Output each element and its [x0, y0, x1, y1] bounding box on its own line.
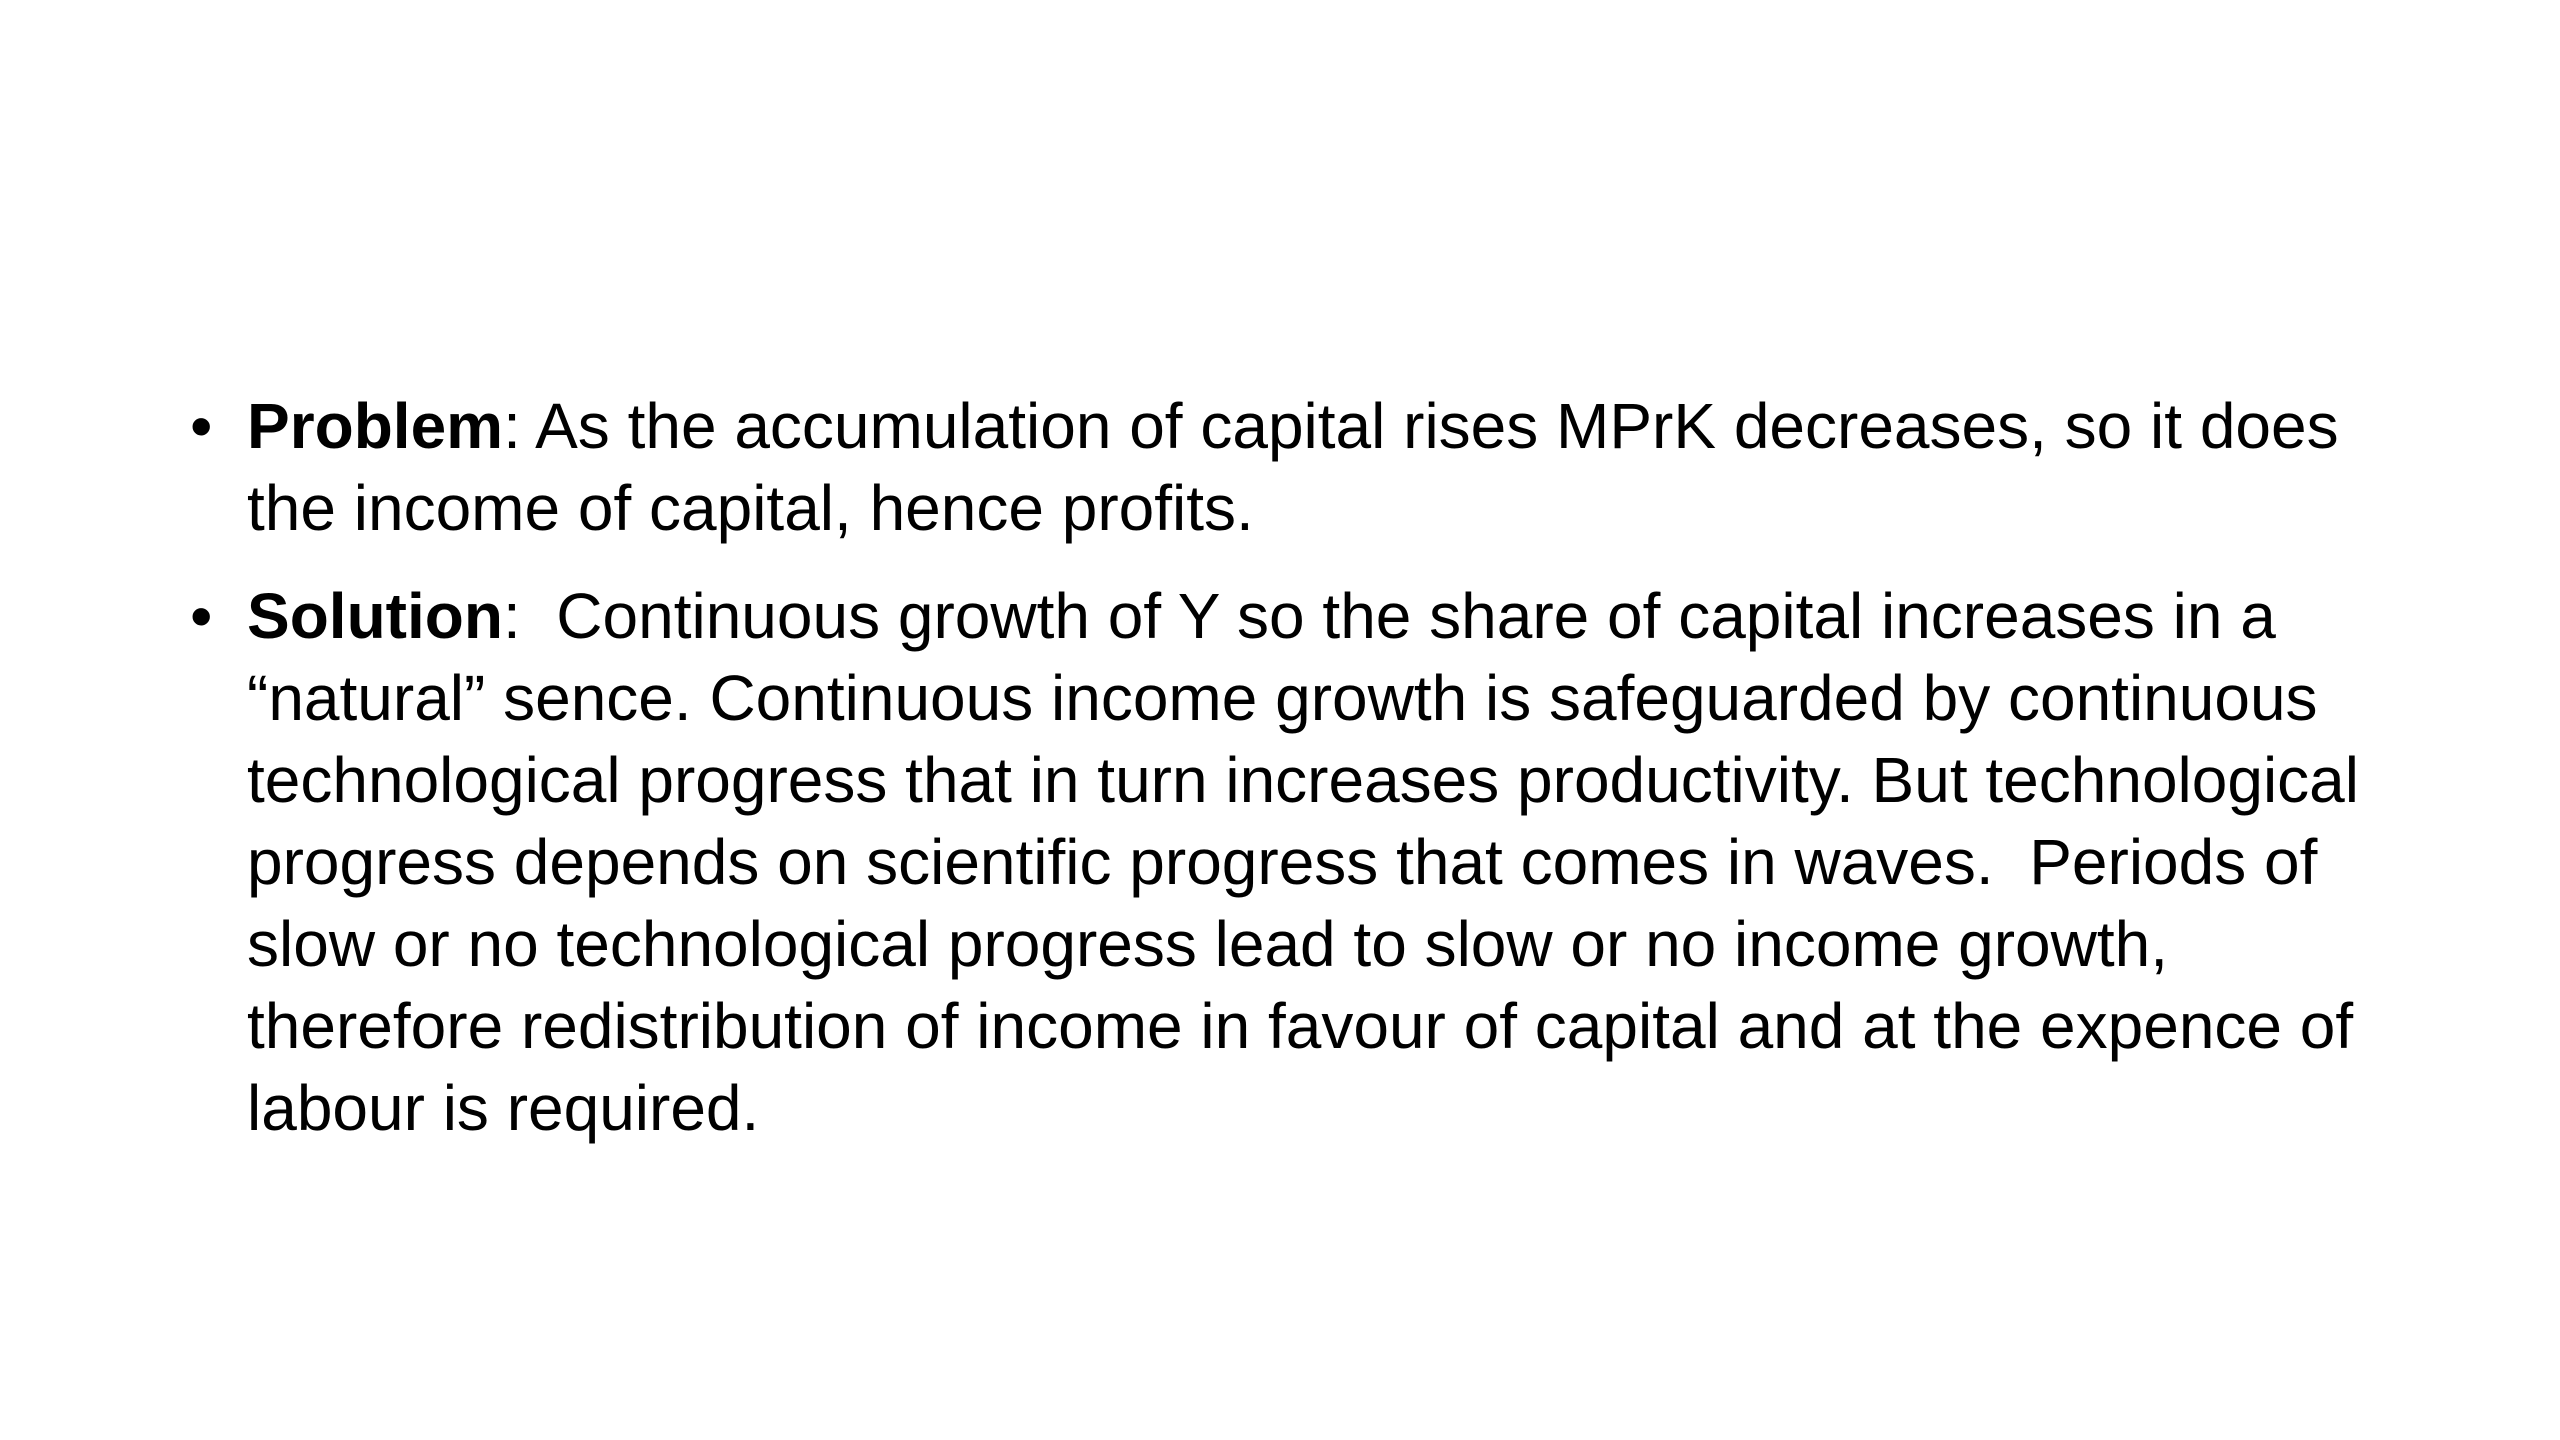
- bullet-solution: [190, 575, 2430, 1149]
- bullet-icon: [190, 385, 230, 467]
- bullet-list: [190, 385, 2430, 1149]
- bullet-separator: :: [502, 580, 521, 652]
- slide-body: [190, 385, 2430, 1149]
- bullet-separator: :: [503, 390, 521, 462]
- bullet-term: Problem: [247, 390, 504, 462]
- bullet-text: Continuous growth of Y so the share of capital increases in a “natural” sence. Continuous income growth is safeguarded by continuous technological progress that in turn increases productivity. But technological progress depends on scientific progress that comes in waves. Periods of slow or no technological progress lead to slow or no income growth, therefore redistribution of income in favour of capital and at the expence of labour is required.: [247, 580, 2377, 1144]
- bullet-icon: [190, 575, 230, 657]
- bullet-text: As the accumulation of capital rises MPrK decreases, so it does the income of capital, hence profits.: [247, 390, 2339, 544]
- bullet-problem: [190, 385, 2430, 549]
- bullet-term: Solution: [247, 580, 503, 652]
